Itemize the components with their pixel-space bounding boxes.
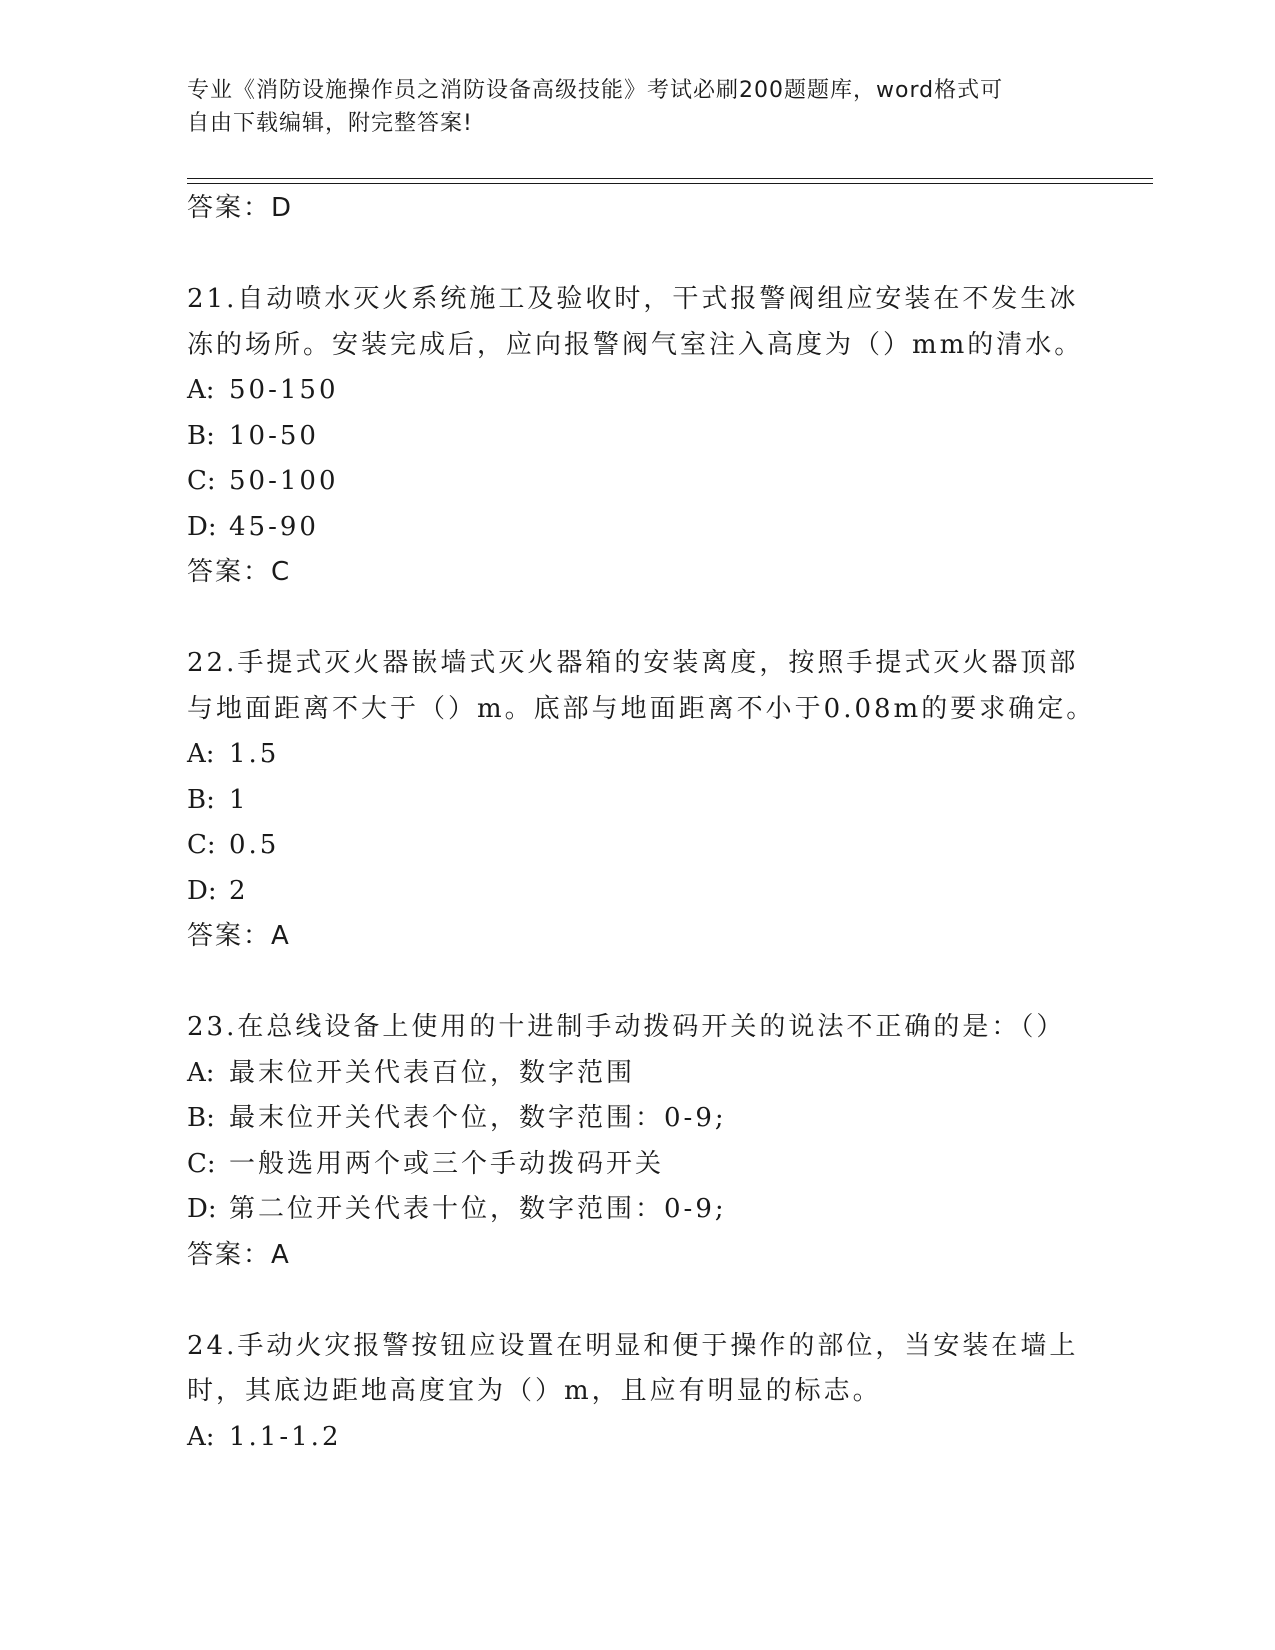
option-text: 50-100: [229, 466, 339, 496]
answer: 答案：A: [187, 921, 291, 951]
option-b: [187, 414, 1087, 460]
option-text: 最末位开关代表百位，数字范围: [229, 1057, 636, 1088]
option-label: B:: [187, 420, 215, 451]
option-text: 45-90: [229, 511, 319, 542]
option-b: [187, 778, 1087, 824]
header-line-2: 自由下载编辑，附完整答案!: [187, 111, 473, 136]
option-label: D:: [187, 1194, 217, 1224]
question-text-line: 24.手动火灾报警按钮应设置在明显和便于操作的部位，当安装在墙上: [187, 1330, 1079, 1361]
header-divider-bottom: [187, 183, 1153, 184]
option-text: 10-50: [229, 420, 319, 451]
option-label: A:: [187, 1421, 215, 1452]
option-label: C:: [187, 830, 216, 860]
question-text-line: 21.自动喷水灭火系统施工及验收时，干式报警阀组应安装在不发生冰: [187, 284, 1079, 314]
option-a: [187, 1415, 1087, 1461]
question-text-line: 时，其底边距地高度宜为（）m，且应有明显的标志。: [187, 1376, 882, 1406]
option-text: 1.5: [229, 739, 280, 769]
option-text: 一般选用两个或三个手动拨码开关: [229, 1148, 665, 1179]
option-a: [187, 732, 1087, 778]
question-23: [187, 1005, 1087, 1278]
header-divider-top: [187, 178, 1153, 179]
option-a: [187, 368, 1087, 414]
question-text-line: 22.手提式灭火器嵌墙式灭火器箱的安装离度，按照手提式灭火器顶部: [187, 648, 1079, 678]
option-b: [187, 1096, 1087, 1142]
question-22: [187, 641, 1096, 960]
option-c: [187, 459, 1087, 505]
option-text: 50-150: [229, 375, 339, 405]
option-a: [187, 1051, 1087, 1097]
option-text: 0.5: [229, 830, 280, 860]
option-text: 最末位开关代表个位，数字范围：0-9;: [229, 1103, 727, 1133]
option-c: [187, 823, 1087, 869]
option-d: [187, 505, 1087, 551]
option-label: B:: [187, 1103, 215, 1133]
option-d: [187, 869, 1087, 915]
answer: 答案：A: [187, 1239, 291, 1270]
option-label: B:: [187, 784, 215, 815]
option-label: D:: [187, 875, 217, 906]
option-label: C:: [187, 1148, 216, 1179]
question-text-line: 23.在总线设备上使用的十进制手动拨码开关的说法不正确的是：（）: [187, 1012, 1066, 1042]
spacer: [187, 232, 1087, 278]
option-label: A:: [187, 739, 215, 769]
option-text: 1.1-1.2: [229, 1421, 342, 1452]
previous-answer: 答案：D: [187, 193, 294, 223]
option-label: A:: [187, 1057, 215, 1088]
question-21: [187, 277, 1087, 596]
spacer: [187, 596, 1087, 642]
question-24: [187, 1324, 1087, 1461]
option-label: C:: [187, 466, 216, 496]
option-text: 第二位开关代表十位，数字范围：0-9;: [229, 1194, 727, 1224]
answer: 答案：C: [187, 557, 292, 587]
option-label: A:: [187, 375, 215, 405]
option-text: 2: [229, 875, 249, 906]
option-text: 1: [229, 784, 249, 815]
option-c: [187, 1142, 1087, 1188]
option-label: D:: [187, 511, 217, 542]
option-d: [187, 1187, 1087, 1233]
spacer: [187, 1278, 1087, 1324]
question-text-line: 冻的场所。安装完成后，应向报警阀气室注入高度为（）mm的清水。: [187, 329, 1084, 360]
question-list: [187, 186, 1096, 1460]
document-header: [187, 74, 1087, 140]
question-text-line: 与地面距离不大于（）m。底部与地面距离不小于0.08m的要求确定。: [187, 693, 1096, 724]
header-line-1: 专业《消防设施操作员之消防设备高级技能》考试必刷200题题库，word格式可: [187, 78, 1004, 103]
spacer: [187, 960, 1087, 1006]
